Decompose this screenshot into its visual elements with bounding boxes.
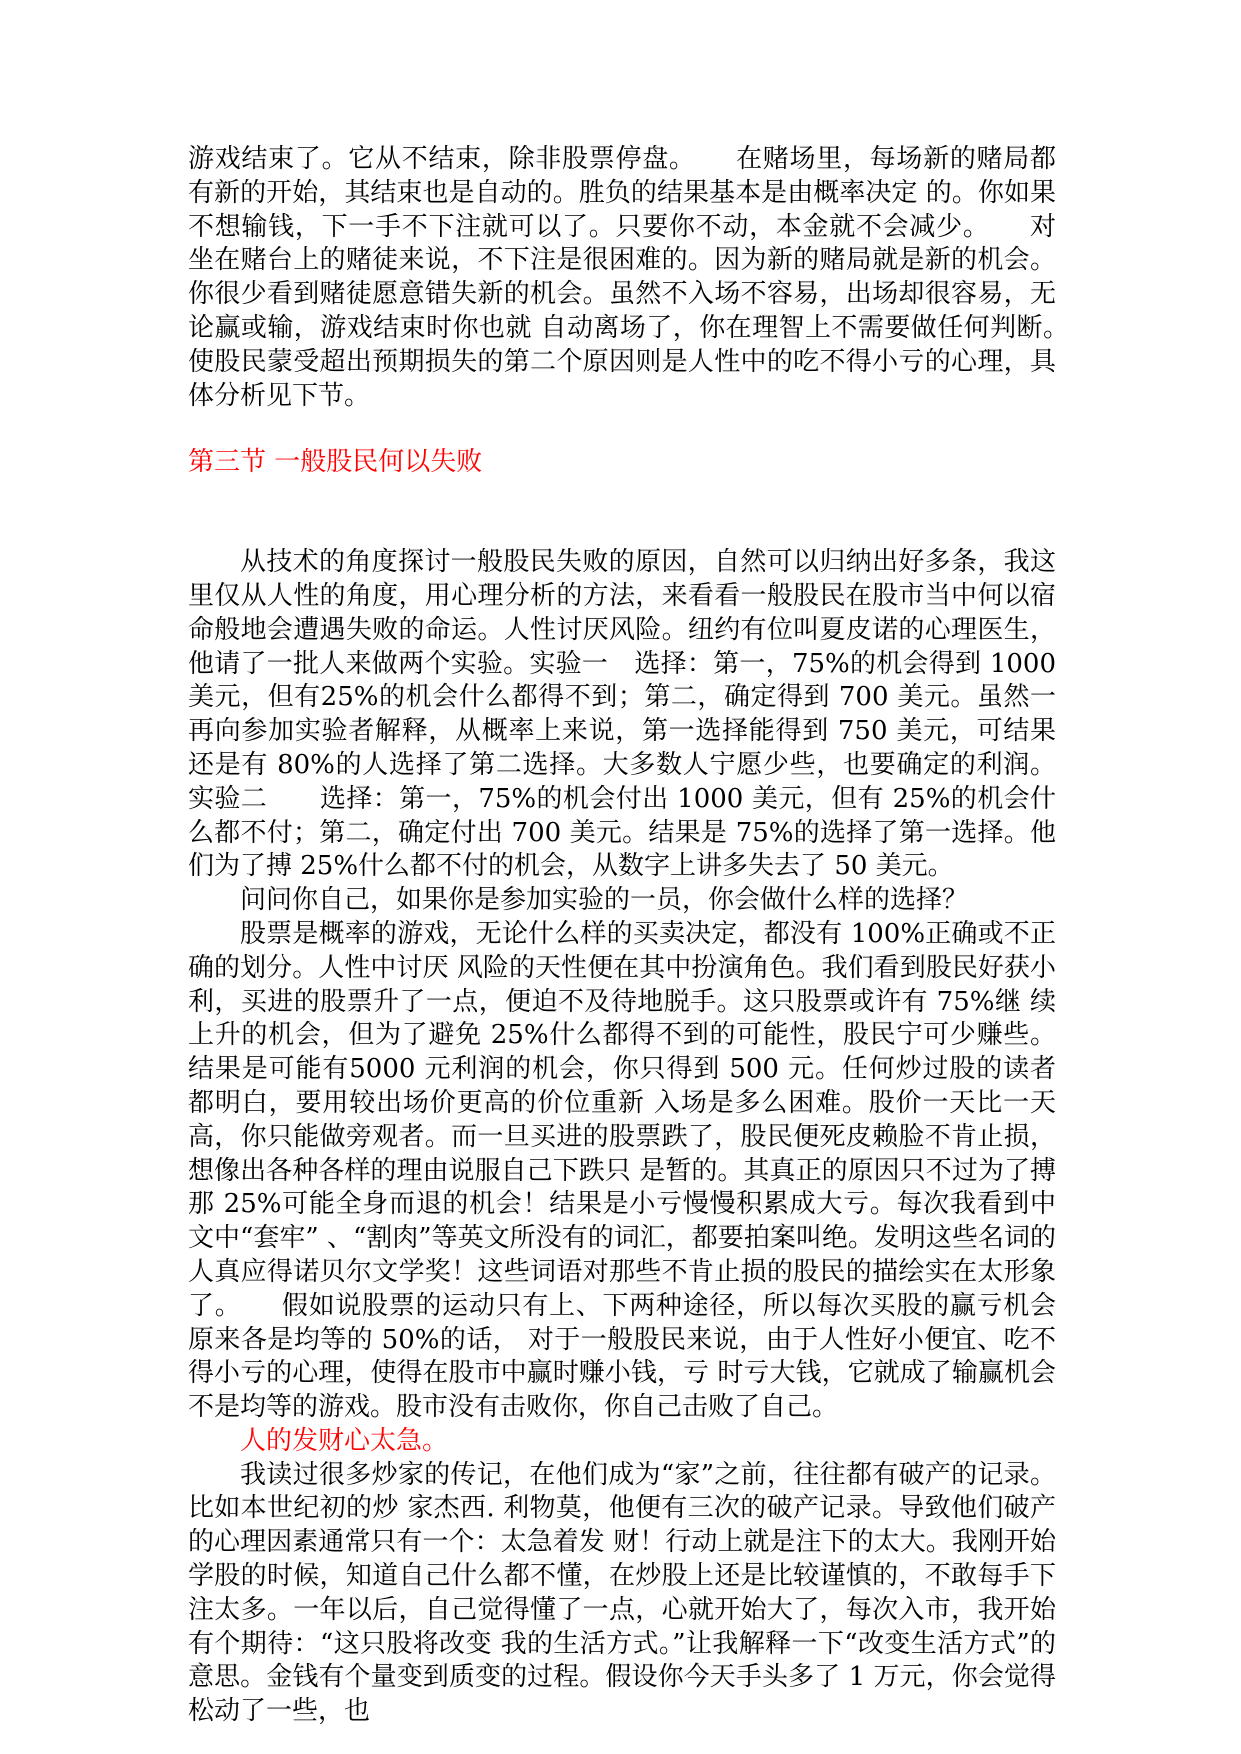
subheading: 人的发财心太急。: [240, 1425, 449, 1456]
section-heading: 第三节 一般股民何以失败: [188, 447, 483, 478]
paragraph-4: 股票是概率的游戏，无论什么样的买卖决定，都没有 100%正确或不正确的划分。人性中讨厌 风险的天性便在其中扮演角色。我们看到股民好获小利，买进的股票升了一点，便迫不及待地脱手。这只股票或许有 75%继 续上升的机会，但为了避免 25%什么都得不到的可能性，股民宁可少赚些。结果是可能有5000 元利润的机会，你只得到 500 元。任何炒过股的读者都明白，要用较出场价更高的价位重新 入场是多么困难。股价一天比一天高，你只能做旁观者。而一旦买进的股票跌了，股民便死皮赖脸不肯止损，想像出各种各样的理由说服自己下跌只 是暂的。其真正的原因只不过为了搏那 25%可能全身而退的机会！结果是小亏慢慢积累成大亏。每次我看到中文中“套牢” 、“割肉”等英文所没有的词汇，都要拍案叫绝。发明这些名词的 人真应得诺贝尔文学奖！这些词语对那些不肯止损的股民的描绘实在太形象了。 假如说股票的运动只有上、下两种途径，所以每次买股的赢亏机会原来各是均等的 50%的话， 对于一般股民来说，由于人性好小便宜、吃不得小亏的心理，使得在股市中赢时赚小钱，亏 时亏大钱，它就成了输赢机会不是均等的游戏。股市没有击败你，你自己击败了自己。: [188, 918, 1056, 1423]
paragraph-1: 游戏结束了。它从不结束，除非股票停盘。 在赌场里，每场新的赌局都有新的开始，其结束也是自动的。胜负的结果基本是由概率决定 的。你如果不想输钱，下一手不下注就可以了。只要你不动，本金就不会减少。 对坐在赌台上的赌徒来说，不下注是很困难的。因为新的赌局就是新的机会。你很少看到赌徒愿意错失新的机会。虽然不入场不容易，出场却很容易，无论赢或输，游戏结束时你也就 自动离场了，你在理智上不需要做任何判断。 使股民蒙受超出预期损失的第二个原因则是人性中的吃不得小亏的心理，具体分析见下节。: [188, 144, 1109, 411]
paragraph-5: 我读过很多炒家的传记，在他们成为“家”之前，往往都有破产的记录。比如本世纪初的炒 家杰西. 利物莫，他便有三次的破产记录。导致他们破产的心理因素通常只有一个：太急着发 财！行动上就是注下的太大。我刚开始学股的时候，知道自己什么都不懂，在炒股上还是比较谨慎的，不敢每手下注太多。一年以后，自己觉得懂了一点，心就开始大了，每次入市，我开始有个期待：“这只股将改变 我的生活方式。”让我解释一下“改变生活方式”的意思。金钱有个量变到质变的过程。假设你今天手头多了 1 万元，你会觉得松动了一些，也: [188, 1459, 1056, 1727]
document-page: [188, 143, 1109, 1729]
paragraph-3: 问问你自己，如果你是参加实验的一员，你会做什么样的选择？: [240, 885, 969, 916]
paragraph-2: 从技术的角度探讨一般股民失败的原因，自然可以归纳出好多条，我这里仅从人性的角度，用心理分析的方法，来看看一般股民在股市当中何以宿命般地会遭遇失败的命运。人性讨厌风险。纽约有位叫夏皮诺的心理医生，他请了一批人来做两个实验。实验一 选择：第一，75%的机会得到 1000 美元，但有25%的机会什么都得不到；第二，确定得到 700 美元。虽然一再向参加实验者解释，从概率上来说，第一选择能得到 750 美元，可结果还是有 80%的人选择了第二选择。大多数人宁愿少些，也要确定的利润。实验二 选择：第一，75%的机会付出 1000 美元，但有 25%的机会什么都不付；第二，确定付出 700 美元。结果是 75%的选择了第一选择。他们为了搏 25%什么都不付的机会，从数字上讲多失去了 50 美元。: [188, 547, 1056, 882]
